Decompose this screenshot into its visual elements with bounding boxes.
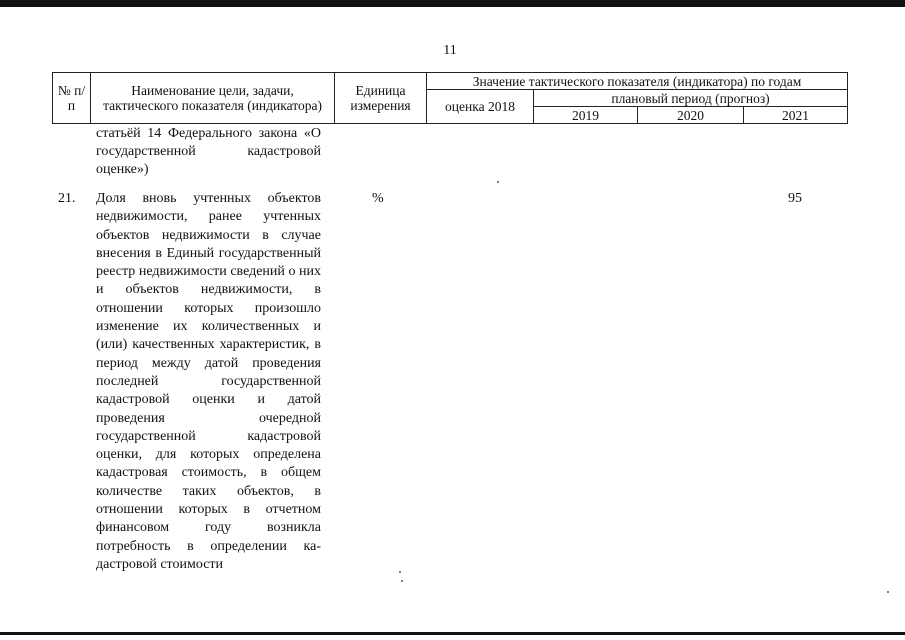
- top-border: [0, 0, 905, 7]
- scan-speck: [497, 181, 499, 183]
- header-plan-group: плановый период (прогноз): [534, 90, 848, 107]
- row-unit: %: [372, 191, 384, 206]
- header-unit-col: Единица измерения: [335, 73, 427, 124]
- scan-speck: [401, 580, 403, 582]
- header-num-col: № п/п: [53, 73, 91, 124]
- row-number: 21.: [58, 191, 76, 206]
- bottom-border: [0, 632, 905, 635]
- row-description: Доля вновь учтенных объектов недвижимости, ранее учтенных объектов недвижимости в случае внесения в Единый государственный реестр недвижимости сведений о них и объектов недвижимости, в отношении которых произошло изменение их количественных и (или) качественных характеристик, в период между датой проведения последней государственной кадастровой оценки и датой проведения очередной государственной кадастровой оценки, для которых определена кадастровая стоимость, в общем количестве таких объектов, в отношении которых в отчетном финансовом году возникла потребность в определении кадастровой стоимости: [96, 191, 321, 572]
- header-estimate-col: оценка 2018: [427, 90, 534, 124]
- scan-speck: [887, 591, 889, 593]
- header-year-2019: 2019: [534, 107, 638, 124]
- continuation-text: статьёй 14 Федерального закона «О государственной кадастровой оценке»): [96, 126, 321, 177]
- header-year-2021: 2021: [744, 107, 848, 124]
- page-number: 11: [443, 43, 457, 58]
- scan-speck: [399, 571, 401, 573]
- row-value-2021: 95: [788, 191, 802, 206]
- header-name-col: Наименование цели, задачи, тактического показателя (индикатора): [91, 73, 335, 124]
- header-year-2020: 2020: [638, 107, 744, 124]
- table-header: [52, 72, 848, 124]
- header-values-group: Значение тактического показателя (индикатора) по годам: [427, 73, 848, 90]
